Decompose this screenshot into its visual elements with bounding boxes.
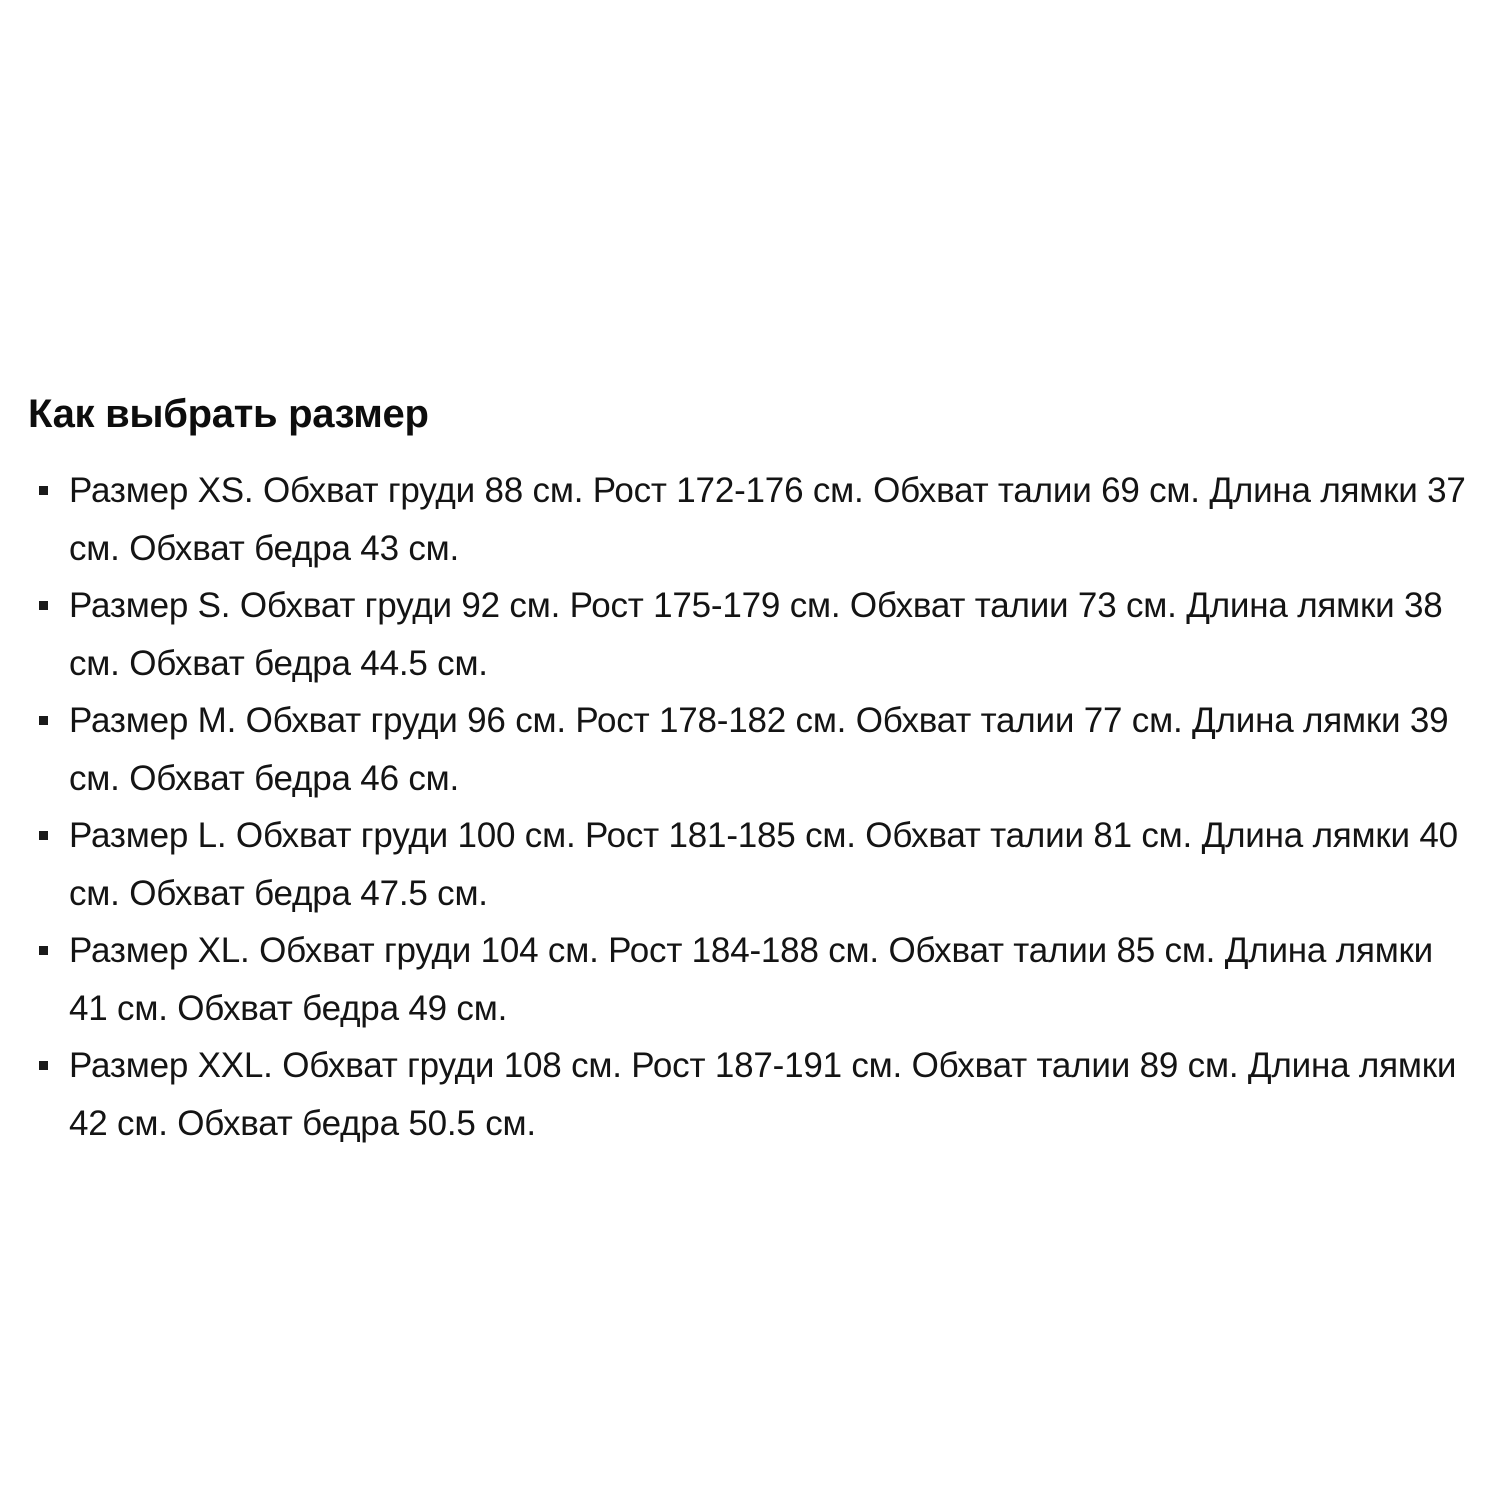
square-bullet-icon	[39, 716, 48, 725]
size-item-text: Размер XS. Обхват груди 88 см. Рост 172-176 см. Обхват талии 69 см. Длина лямки 37 см. Обхват бедра 43 см.	[69, 471, 1466, 568]
square-bullet-icon	[39, 486, 48, 495]
square-bullet-icon	[39, 1061, 48, 1070]
list-item	[28, 577, 1478, 692]
list-item	[28, 922, 1478, 1037]
size-item-text: Размер XL. Обхват груди 104 см. Рост 184-188 см. Обхват талии 85 см. Длина лямки 41 см. Обхват бедра 49 см.	[69, 931, 1434, 1028]
list-item	[28, 692, 1478, 807]
size-item-text: Размер S. Обхват груди 92 см. Рост 175-179 см. Обхват талии 73 см. Длина лямки 38 см. Обхват бедра 44.5 см.	[69, 586, 1443, 683]
square-bullet-icon	[39, 946, 48, 955]
square-bullet-icon	[39, 831, 48, 840]
square-bullet-icon	[39, 601, 48, 610]
size-item-text: Размер XXL. Обхват груди 108 см. Рост 187-191 см. Обхват талии 89 см. Длина лямки 42 см. Обхват бедра 50.5 см.	[69, 1046, 1457, 1143]
size-item-text: Размер M. Обхват груди 96 см. Рост 178-182 см. Обхват талии 77 см. Длина лямки 39 см. Обхват бедра 46 см.	[69, 701, 1449, 798]
list-item	[28, 807, 1478, 922]
list-item	[28, 462, 1478, 577]
list-item	[28, 1037, 1478, 1152]
size-guide-title: Как выбрать размер	[28, 392, 429, 436]
size-list	[28, 462, 1478, 1152]
size-guide-section	[28, 388, 1478, 1152]
size-item-text: Размер L. Обхват груди 100 см. Рост 181-185 см. Обхват талии 81 см. Длина лямки 40 см. Обхват бедра 47.5 см.	[69, 816, 1458, 913]
